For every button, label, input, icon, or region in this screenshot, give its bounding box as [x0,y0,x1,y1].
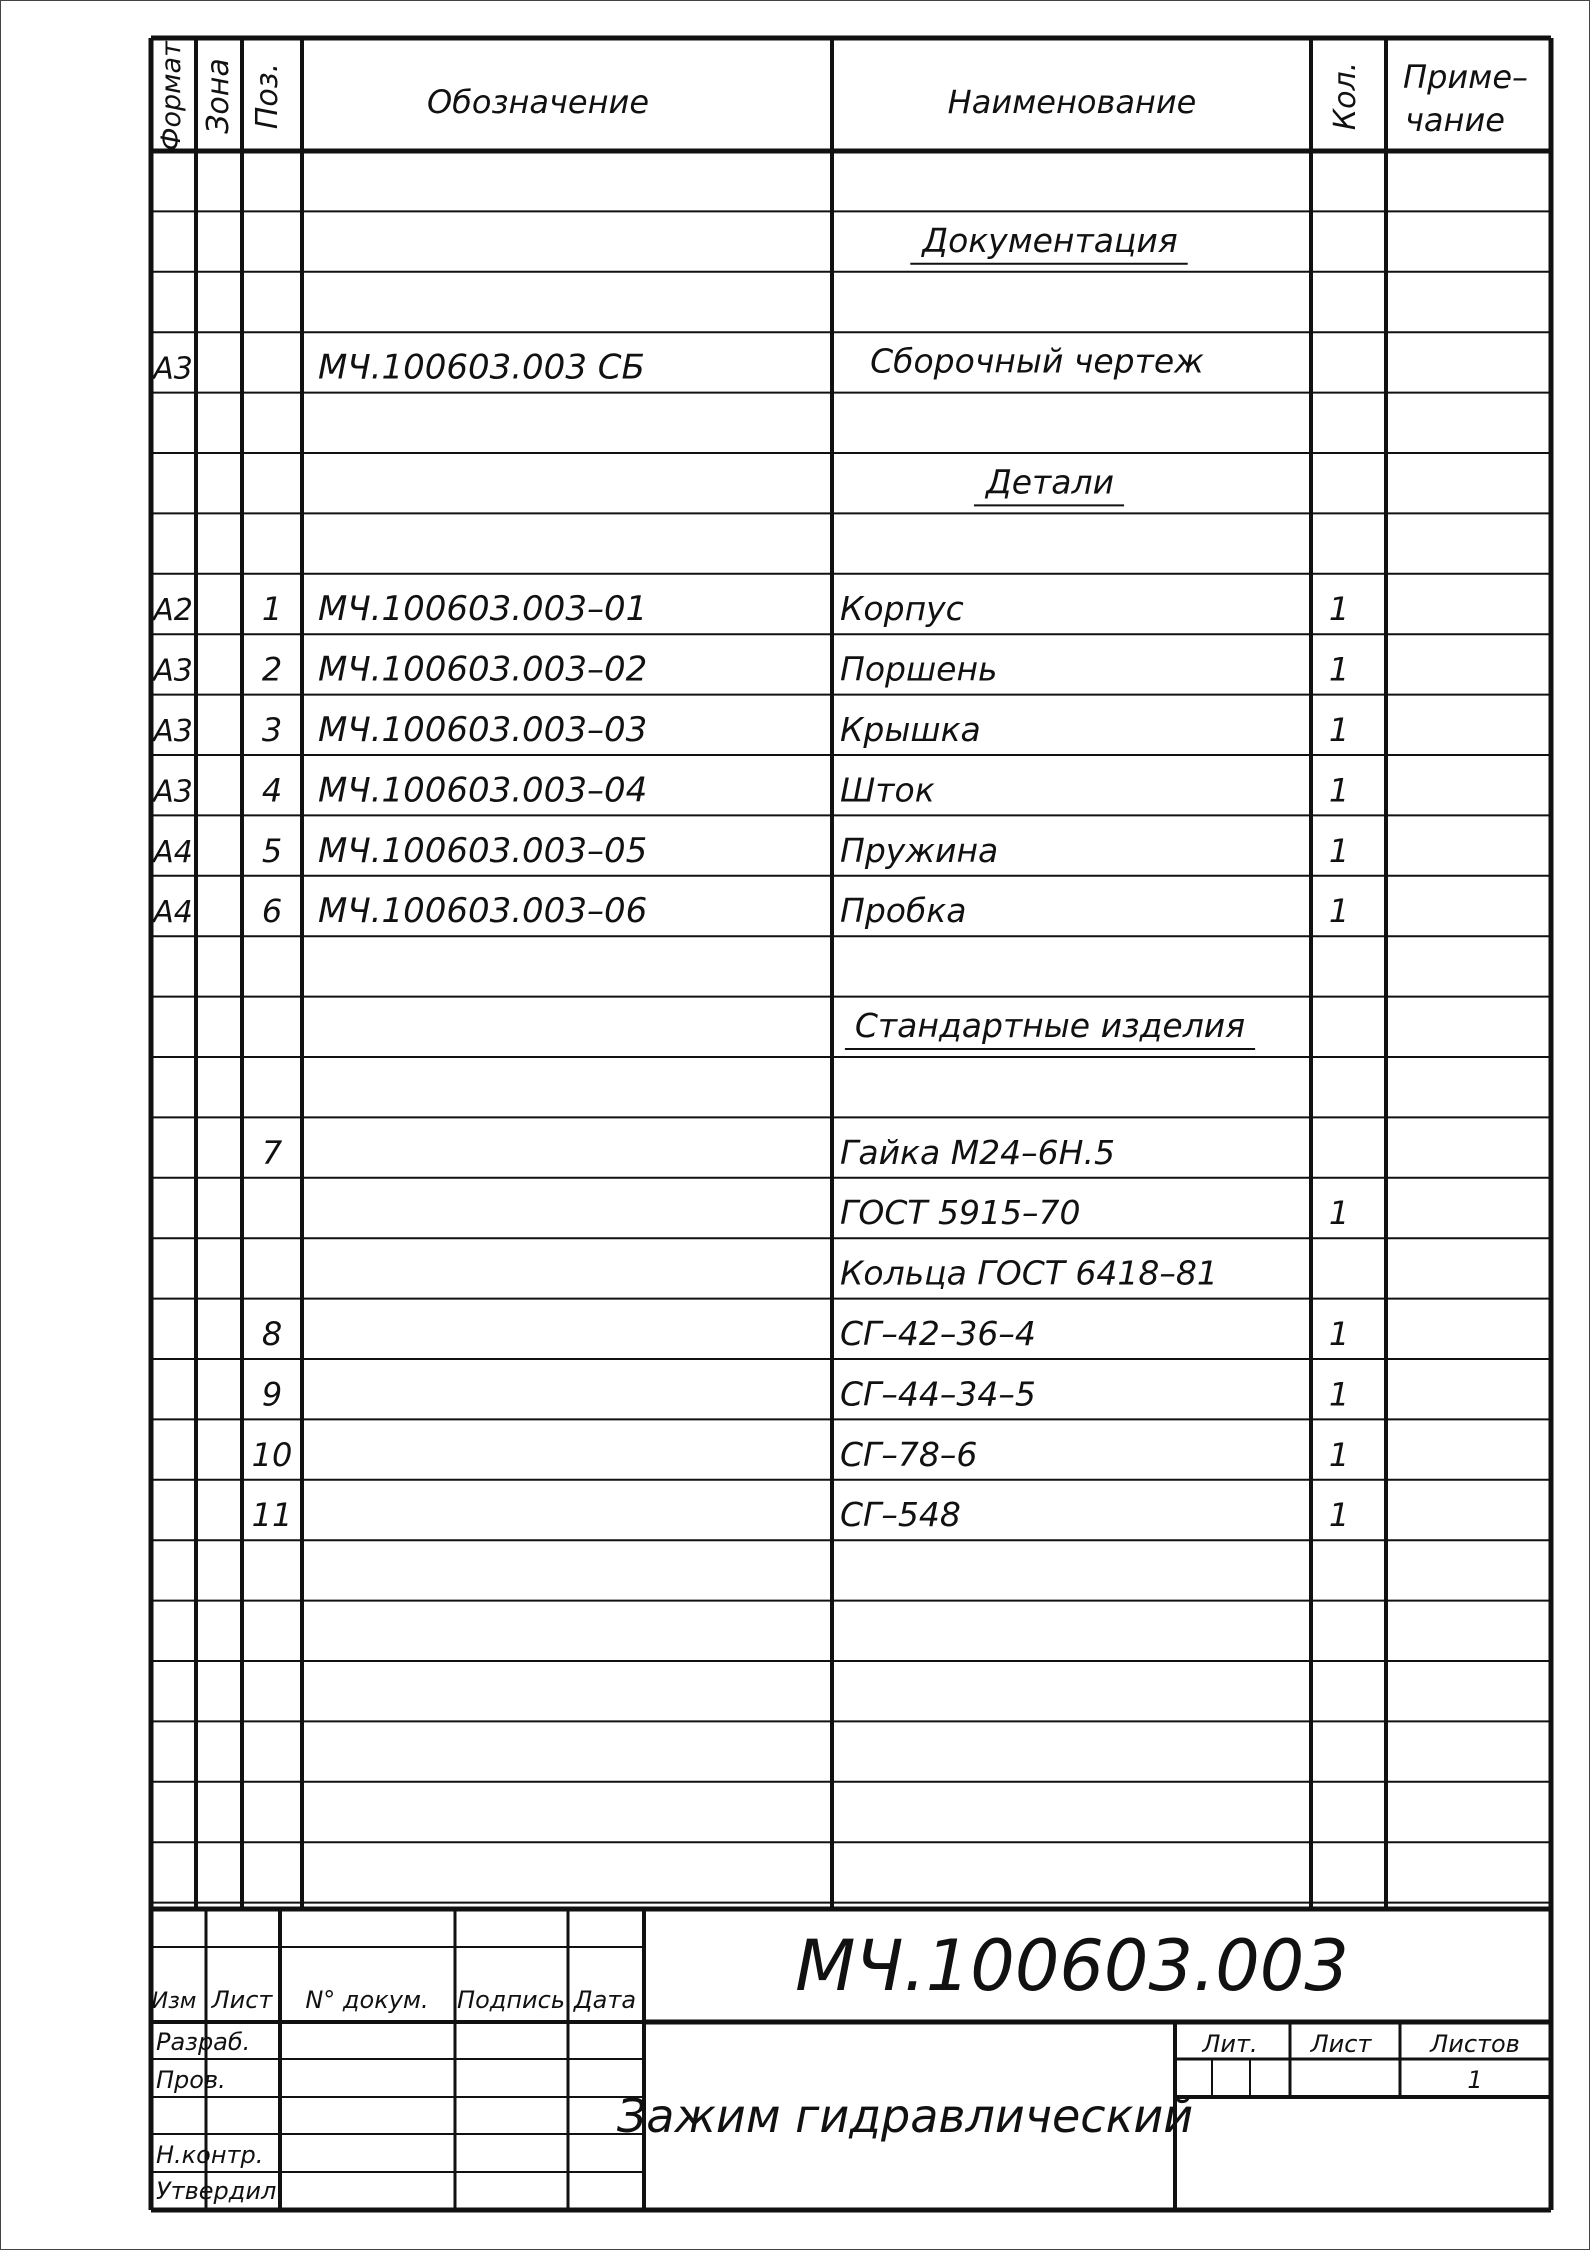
cell-designation: МЧ.100603.003–01 [318,589,648,630]
table-row [151,770,1349,810]
table-row [910,221,1187,264]
table-row [840,1193,1349,1232]
table-row [151,650,1349,690]
role-approved: Утвердил [156,2177,277,2205]
table-row [151,342,1204,388]
cell-qty: 1 [1328,1435,1350,1474]
cell-qty: 1 [1328,831,1350,870]
role-developed: Разраб. [156,2028,251,2056]
col-sign-label: Подпись [457,1986,565,2014]
cell-pos: 5 [261,831,283,870]
cell-name: Шток [840,770,935,810]
cell-name: Пробка [840,891,967,931]
cell-pos: 8 [261,1315,283,1353]
cell-name: Корпус [840,589,964,629]
table-row [151,589,1349,629]
cell-qty: 1 [1328,1375,1350,1414]
cell-qty: 1 [1328,892,1350,931]
cell-designation: МЧ.100603.003–04 [318,770,648,811]
header-note-line1: Приме– [1403,58,1528,96]
header-pos: Поз. [250,62,285,130]
table-row [151,710,1349,750]
table-row [262,1314,1349,1353]
table-row [151,891,1349,931]
section-heading: Стандартные изделия [854,1006,1246,1045]
cell-format: А3 [153,714,193,749]
cell-name: Поршень [840,649,998,689]
sheets-label: Листов [1430,2030,1520,2058]
table-body [151,221,1349,1534]
table-row [845,1006,1255,1049]
cell-pos: 4 [261,771,283,810]
cell-qty: 1 [1328,590,1350,629]
product-name: Зажим гидравлический [616,2089,1194,2143]
cell-pos: 7 [261,1133,283,1172]
cell-designation: МЧ.100603.003 СБ [318,347,645,388]
cell-format: А2 [153,593,193,629]
cell-designation: МЧ.100603.003–03 [318,710,648,750]
cell-pos: 9 [261,1375,283,1414]
table-row [151,831,1349,871]
role-norm-control: Н.контр. [156,2141,264,2169]
header-qty: Кол. [1328,61,1363,131]
cell-name: Пружина [840,830,999,870]
table-row [262,1133,1115,1172]
cell-pos: 10 [251,1435,293,1474]
cell-name: Крышка [840,710,981,749]
cell-format: А3 [153,774,193,810]
header-zone: Зона [201,58,236,134]
doc-code: МЧ.100603.003 [795,1925,1349,2007]
cell-pos: 1 [261,590,283,629]
header-note-line2: чание [1405,101,1505,139]
title-block [152,1925,1520,2205]
col-doc-no-label: N° докум. [305,1986,429,2014]
cell-name: СГ–44–34–5 [840,1374,1036,1414]
table-row [262,1374,1349,1413]
sheet-edge [1,1,1590,2250]
header-format: Формат [156,41,187,151]
table-row [974,462,1124,505]
col-list-label: Лист [211,1986,273,2014]
cell-name: ГОСТ 5915–70 [840,1193,1081,1233]
cell-designation: МЧ.100603.003–06 [318,891,648,932]
cell-name: СГ–78–6 [840,1434,978,1474]
col-izm-label: Изм [151,1989,197,2014]
role-checked: Пров. [156,2066,226,2094]
sheets-value: 1 [1467,2066,1483,2094]
table-row [840,1254,1218,1293]
cell-qty: 1 [1328,711,1350,749]
cell-name: Гайка М24–6Н.5 [840,1132,1115,1172]
cell-designation: МЧ.100603.003–02 [318,649,648,690]
cell-designation: МЧ.100603.003–05 [318,830,648,871]
cell-name: СГ–42–36–4 [840,1314,1036,1353]
cell-pos: 6 [261,892,283,931]
cell-name: Кольца ГОСТ 6418–81 [840,1253,1218,1293]
cell-format: А3 [153,351,193,387]
table-header [156,40,1528,151]
sheet-label: Лист [1310,2030,1372,2058]
cell-qty: 1 [1328,1315,1350,1353]
cell-qty: 1 [1328,771,1350,810]
cell-format: А3 [153,653,193,689]
cell-pos: 3 [261,711,283,749]
header-name: Наименование [947,83,1197,121]
table-row [252,1435,1350,1474]
cell-qty: 1 [1328,1496,1350,1535]
section-heading: Детали [985,462,1115,502]
cell-name: Сборочный чертеж [870,341,1204,381]
lit-label: Лит. [1202,2030,1258,2058]
cell-qty: 1 [1328,650,1350,689]
table-row [252,1495,1350,1534]
cell-name: СГ–548 [840,1495,961,1535]
section-heading: Документация [922,220,1178,260]
cell-pos: 11 [251,1496,293,1535]
cell-pos: 2 [261,650,283,689]
header-designation: Обозначение [426,83,650,121]
col-date-label: Дата [573,1986,637,2014]
cell-qty: 1 [1328,1194,1350,1233]
cell-format: А4 [153,895,193,931]
cell-format: А4 [153,834,193,870]
